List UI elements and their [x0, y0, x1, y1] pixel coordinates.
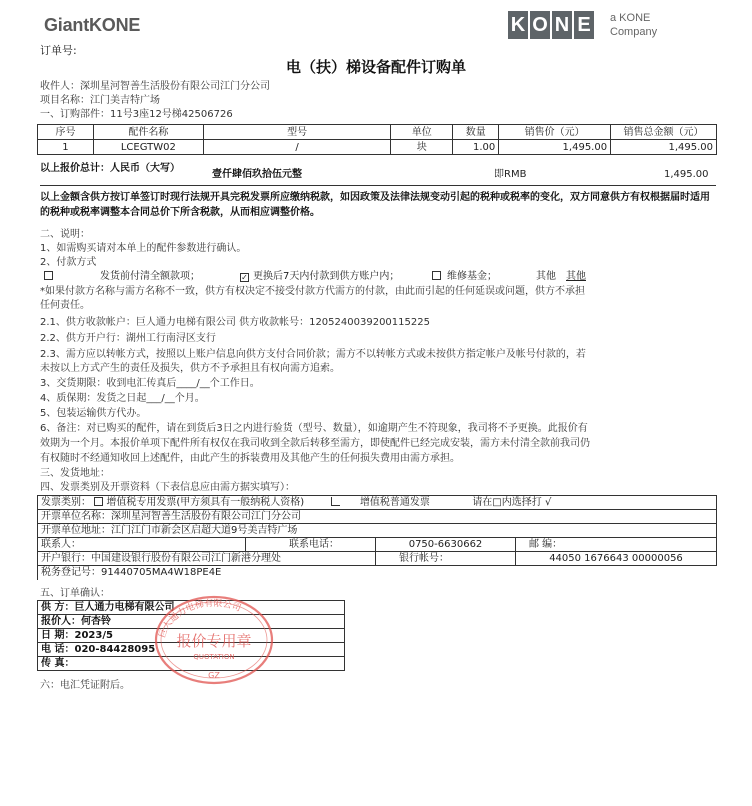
- recipient: 收件人：深圳星河智善生活股份有限公司江门分公司: [40, 81, 270, 92]
- section-4: 四、发票类别及开票资料（下表信息应由需方据实填写）：: [40, 482, 295, 493]
- invoice-tax-id: 税务登记号：91440705MA4W18PE4E: [38, 566, 717, 580]
- kone-logo-letter: O: [530, 11, 550, 39]
- tax-note: 以上金额含供方按订单签订时现行法规开具完税发票所应缴纳税款，如因政策及法律法规变动引起的税种或税率的变化，双方同意供方有权根据届时适用的税种或税率调整本合同总价下所含税款，从而相应调整价格。: [40, 192, 710, 218]
- invoice-hint: 请在□内选择打: [472, 497, 542, 508]
- quotation-seal: [150, 588, 278, 686]
- note-2: 2、付款方式: [40, 257, 97, 268]
- parts-table: [37, 124, 717, 155]
- pay-other-label: 其他: [536, 271, 556, 282]
- invoice-company-address: 开票单位地址：江门江门市新会区启超大道9号美吉特广场: [38, 524, 717, 538]
- col-header: 销售总金额（元）: [611, 125, 717, 140]
- pay-option-3-checkbox[interactable]: [432, 270, 441, 283]
- col-header: 销售价（元）: [499, 125, 611, 140]
- notes-title: 二、说明：: [40, 229, 90, 240]
- note-6c: 有权随时不经通知收回上述配件，由此产生的拆装费用及其他产生的任何损失费用由需方承担。: [40, 453, 460, 464]
- invoice-name-row: [38, 510, 717, 524]
- invoice-address-row: [38, 524, 717, 538]
- note-1: 1、如需购买请对本单上的配件参数进行确认。: [40, 243, 247, 254]
- total-currency: 即RMB: [494, 169, 527, 180]
- table-row: [38, 140, 717, 155]
- pay-option-1-checkbox[interactable]: [44, 270, 53, 283]
- check-mark-icon: √: [544, 497, 552, 508]
- invoice-contact-row: [38, 538, 717, 552]
- invoice-company-name: 开票单位名称：深圳星河智善生活股份有限公司江门分公司: [38, 510, 717, 524]
- kone-logo-letter: K: [508, 11, 528, 39]
- giantkone-logo: GiantKONE: [44, 15, 141, 35]
- kone-logo: [508, 11, 594, 39]
- kone-tagline-1: a KONE: [610, 12, 651, 24]
- parts-table-header: [38, 125, 717, 140]
- confirm-supplier: 供 方：巨人通力电梯有限公司: [38, 601, 345, 615]
- section-parts: 一、订购部件：11号3座12号梯42506726: [40, 109, 233, 120]
- note-6b: 效期为一个月。本报价单项下配件所有权仅在我司收到全款后转移至需方，即使配件已经完成安装，需方未付清全款前我司仍: [40, 438, 590, 449]
- col-header: 配件名称: [93, 125, 203, 140]
- note-2-2: 2.2、供方开户行：湖州工行南浔区支行: [40, 333, 216, 344]
- row-qty: 1.00: [453, 140, 499, 155]
- total-divider: [40, 185, 716, 186]
- note-2-1: 2.1、供方收款帐户：巨人通力电梯有限公司 供方收款帐号：1205240039200115225: [40, 317, 430, 328]
- invoice-normal-label: 增值税普通发票: [359, 497, 430, 508]
- invoice-normal-checkbox[interactable]: [331, 497, 340, 506]
- invoice-bank: 开户银行：中国建设银行股份有限公司江门新港分理处: [38, 552, 376, 566]
- kone-logo-letter: E: [574, 11, 594, 39]
- pay-option-3-label: 维修基金；: [447, 271, 497, 282]
- total-label: 以上报价总计：人民币（大写）: [40, 163, 180, 174]
- total-amount-words: 壹仟肆佰玖拾伍元整: [212, 169, 302, 180]
- payment-warning-1: *如果付款方名称与需方名称不一致，供方有权决定不接受付款方代需方的付款，由此而引起的任何延误或问题，供方不承担: [40, 286, 585, 297]
- note-6a: 6、备注：对已购买的配件，请在到货后3日之内进行验货（型号、数量），如逾期产生不符现象，我司将不予更换。此报价有: [40, 423, 588, 434]
- section-6: 六：电汇凭证附后。: [40, 680, 130, 691]
- payment-warning-2: 任何责任。: [40, 300, 90, 311]
- pay-option-2-checkbox[interactable]: [240, 270, 249, 283]
- invoice-postcode: 邮 编：: [516, 538, 717, 552]
- kone-tagline-2: Company: [610, 25, 658, 38]
- seal-bottom-text: GZ: [208, 671, 220, 680]
- seal-ring-text: 巨人通力电梯有限公司: [157, 598, 243, 640]
- section-3: 三、发货地址：: [40, 468, 110, 479]
- row-model: /: [203, 140, 391, 155]
- row-unit: 块: [391, 140, 453, 155]
- invoice-phone-label: 联系电话：: [246, 538, 376, 552]
- invoice-bank-row: [38, 552, 717, 566]
- confirm-fax: 传 真：: [38, 657, 345, 671]
- invoice-taxid-row: [38, 566, 717, 580]
- pay-option-1-label: 发货前付清全额款项；: [100, 271, 200, 282]
- row-no: 1: [38, 140, 94, 155]
- row-name: LCEGTW02: [93, 140, 203, 155]
- note-4: 4、质保期：发货之日起___/__个月。: [40, 393, 205, 404]
- kone-logo-letter: N: [552, 11, 572, 39]
- section-5: 五、订单确认：: [40, 588, 110, 599]
- col-header: 单位: [391, 125, 453, 140]
- note-2-3b: 未按以上方式产生的责任及损失，供方不予承担且有权向需方追索。: [40, 363, 340, 374]
- note-2-3a: 2.3、需方应以转帐方式，按照以上账户信息向供方支付合同价款；需方不以转帐方式或未按供方指定帐户及帐号付款的，若: [40, 349, 586, 360]
- row-total: 1,495.00: [611, 140, 717, 155]
- invoice-special-label: 增值税专用发票(甲方须具有一般纳税人资格): [106, 497, 305, 508]
- total-amount: 1,495.00: [664, 169, 709, 180]
- project-name: 项目名称：江门美吉特广场: [40, 95, 160, 106]
- seal-center-text: 报价专用章: [176, 632, 252, 650]
- col-header: 数量: [453, 125, 499, 140]
- invoice-special-checkbox[interactable]: [94, 497, 103, 506]
- col-header: 型号: [203, 125, 391, 140]
- invoice-account-label: 银行帐号：: [376, 552, 516, 566]
- document-title: 电（扶）梯设备配件订购单: [285, 58, 466, 76]
- check-mark-icon: ✓: [241, 273, 248, 282]
- invoice-contact: 联系人：: [38, 538, 246, 552]
- order-number-label: 订单号:: [40, 44, 77, 57]
- invoice-phone-value: 0750-6630662: [376, 538, 516, 552]
- confirm-date: 日 期：2023/5: [38, 629, 345, 643]
- invoice-account-value: 44050 1676643 00000056: [516, 552, 717, 566]
- kone-tagline: [610, 12, 657, 40]
- row-price: 1,495.00: [499, 140, 611, 155]
- confirm-phone: 电 话：020-84428095: [38, 643, 345, 657]
- invoice-table: [37, 495, 717, 580]
- invoice-type-row: [38, 496, 717, 510]
- confirm-quoter: 报价人：何杏铃: [38, 615, 345, 629]
- pay-option-2-label: 更换后7天内付款到供方账户内；: [253, 271, 400, 282]
- pay-other-value: 其他: [566, 271, 586, 282]
- note-5: 5、包装运输供方代办。: [40, 408, 147, 419]
- col-header: 序号: [38, 125, 94, 140]
- seal-sub-text: QUOTATION: [193, 653, 235, 661]
- invoice-type-label: 发票类别：: [41, 497, 91, 508]
- note-3: 3、交货期限：收到电汇传真后____/__个工作日。: [40, 378, 260, 389]
